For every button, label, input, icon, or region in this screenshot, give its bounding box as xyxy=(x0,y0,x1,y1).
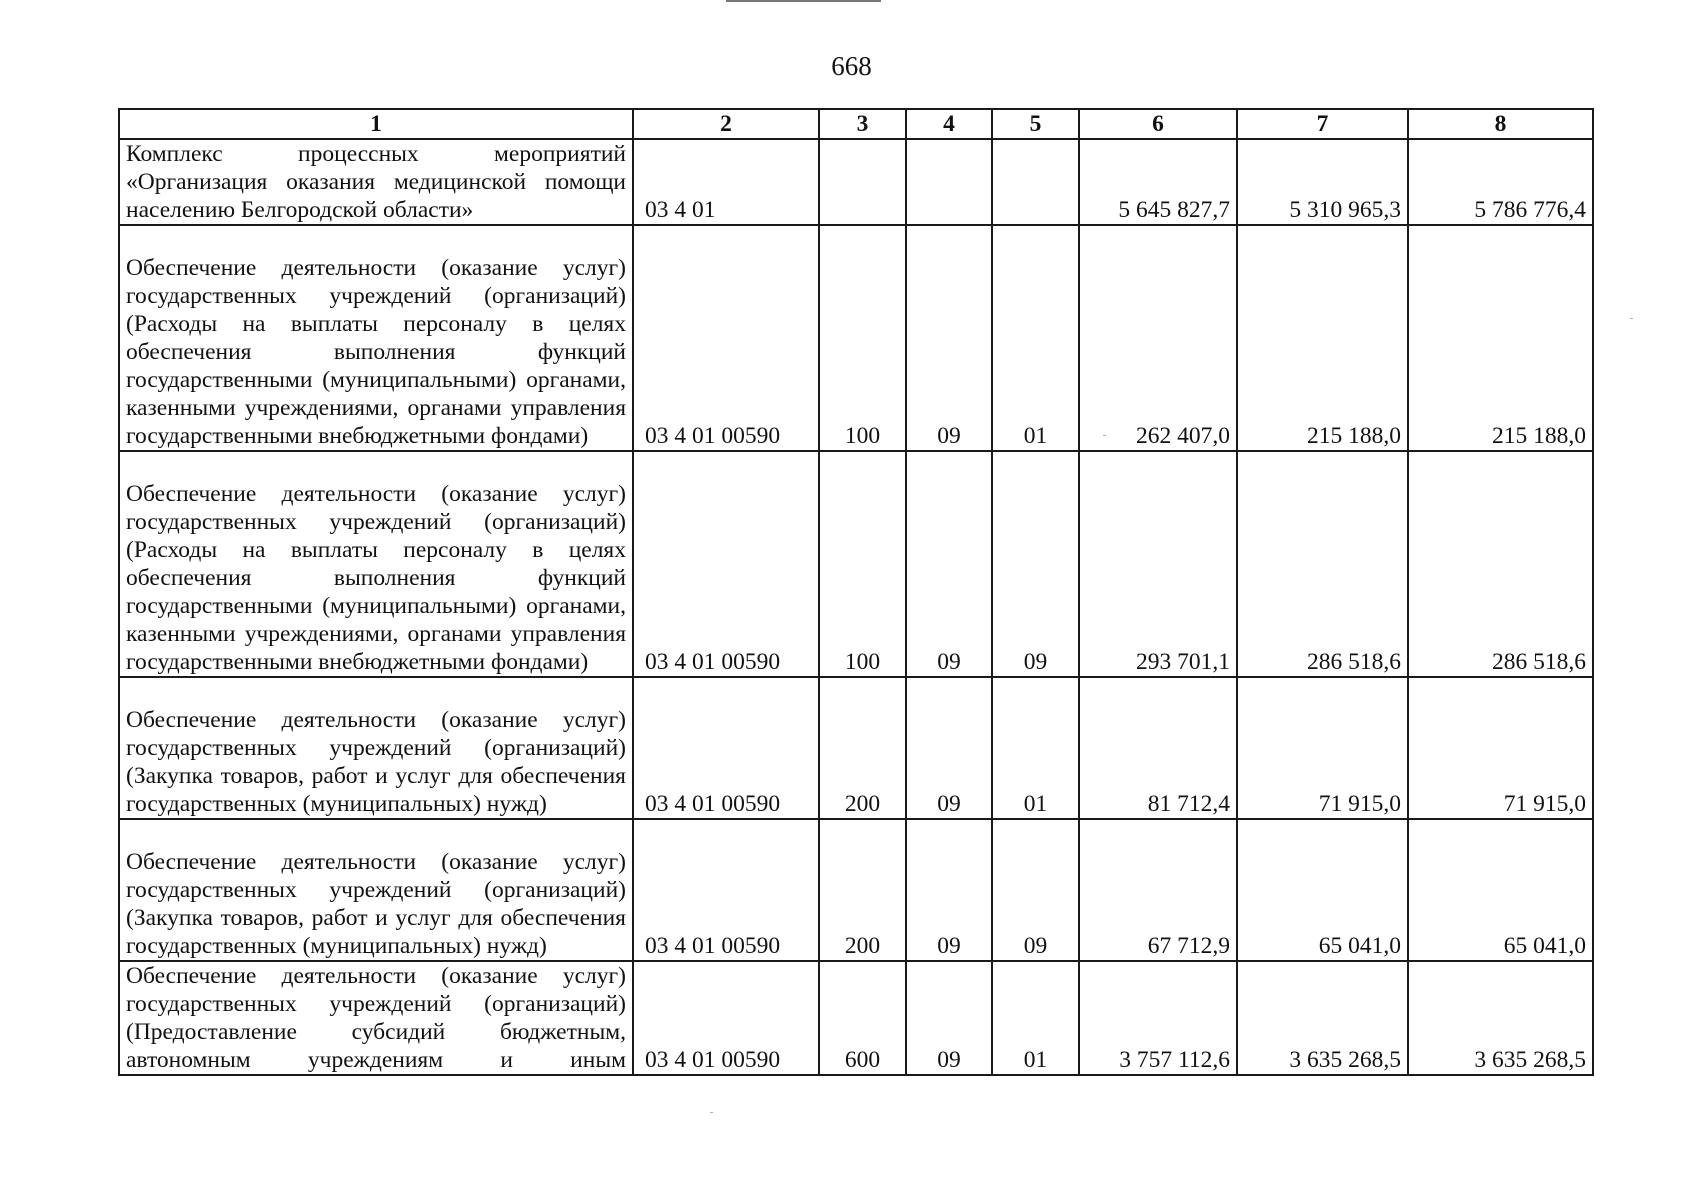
row-code: 03 4 01 00590 xyxy=(633,819,819,961)
page-number: 668 xyxy=(831,51,872,81)
row-code: 03 4 01 00590 xyxy=(633,961,819,1075)
table-row xyxy=(119,451,1593,677)
table-row xyxy=(119,677,1593,819)
row-col6: 81 712,4 xyxy=(1079,677,1237,819)
row-name: Обеспечение деятельности (оказание услуг) государственных учреждений (организаций) (Закупка товаров, работ и услуг для обеспечения государственных (муниципальных) нужд) xyxy=(119,677,633,819)
row-col6: 293 701,1 xyxy=(1079,451,1237,677)
row-col6: 67 712,9 xyxy=(1079,819,1237,961)
row-col3 xyxy=(819,139,906,225)
column-header-5: 5 xyxy=(992,109,1079,139)
row-col7: 286 518,6 xyxy=(1237,451,1408,677)
column-header-1: 1 xyxy=(119,109,633,139)
row-col6: 5 645 827,7 xyxy=(1079,139,1237,225)
row-code: 03 4 01 00590 xyxy=(633,225,819,451)
row-col6: 262 407,0 xyxy=(1079,225,1237,451)
row-col6: 3 757 112,6 xyxy=(1079,961,1237,1075)
row-col3: 100 xyxy=(819,225,906,451)
scan-speck xyxy=(1630,318,1633,319)
row-col4: 09 xyxy=(906,225,992,451)
top-rule xyxy=(726,0,881,2)
row-col3: 200 xyxy=(819,819,906,961)
row-name: Обеспечение деятельности (оказание услуг) государственных учреждений (организаций) (Расходы на выплаты персоналу в целях обеспечения выполнения функций государственными (муниципальными) органами, казенными учреждениями, органами управления государственными внебюджетными фондами) xyxy=(119,225,633,451)
row-col8: 215 188,0 xyxy=(1408,225,1593,451)
row-code: 03 4 01 00590 xyxy=(633,677,819,819)
scan-speck xyxy=(1103,435,1106,436)
table-row xyxy=(119,225,1593,451)
column-header-2: 2 xyxy=(633,109,819,139)
column-header-3: 3 xyxy=(819,109,906,139)
table-row xyxy=(119,819,1593,961)
row-col8: 65 041,0 xyxy=(1408,819,1593,961)
row-col8: 286 518,6 xyxy=(1408,451,1593,677)
column-header-4: 4 xyxy=(906,109,992,139)
row-col5: 01 xyxy=(992,677,1079,819)
row-col4 xyxy=(906,139,992,225)
column-header-7: 7 xyxy=(1237,109,1408,139)
row-col5: 01 xyxy=(992,225,1079,451)
header-row xyxy=(119,109,1593,139)
row-col5 xyxy=(992,139,1079,225)
row-col8: 3 635 268,5 xyxy=(1408,961,1593,1075)
row-col3: 600 xyxy=(819,961,906,1075)
row-col7: 65 041,0 xyxy=(1237,819,1408,961)
row-code: 03 4 01 00590 xyxy=(633,451,819,677)
row-name: Обеспечение деятельности (оказание услуг) государственных учреждений (организаций) (Предоставление субсидий бюджетным, автономным учреждениям и иным xyxy=(119,961,633,1075)
row-col4: 09 xyxy=(906,451,992,677)
column-header-8: 8 xyxy=(1408,109,1593,139)
row-name: Комплекс процессных мероприятий «Организация оказания медицинской помощи населению Белгородской области» xyxy=(119,139,633,225)
row-col7: 71 915,0 xyxy=(1237,677,1408,819)
row-col8: 71 915,0 xyxy=(1408,677,1593,819)
row-col7: 5 310 965,3 xyxy=(1237,139,1408,225)
table-row xyxy=(119,139,1593,225)
row-col7: 215 188,0 xyxy=(1237,225,1408,451)
table-row xyxy=(119,961,1593,1075)
column-header-6: 6 xyxy=(1079,109,1237,139)
row-col4: 09 xyxy=(906,677,992,819)
row-name: Обеспечение деятельности (оказание услуг) государственных учреждений (организаций) (Закупка товаров, работ и услуг для обеспечения государственных (муниципальных) нужд) xyxy=(119,819,633,961)
row-col4: 09 xyxy=(906,961,992,1075)
row-col8: 5 786 776,4 xyxy=(1408,139,1593,225)
row-col7: 3 635 268,5 xyxy=(1237,961,1408,1075)
row-col4: 09 xyxy=(906,819,992,961)
row-col5: 09 xyxy=(992,451,1079,677)
row-name: Обеспечение деятельности (оказание услуг) государственных учреждений (организаций) (Расходы на выплаты персоналу в целях обеспечения выполнения функций государственными (муниципальными) органами, казенными учреждениями, органами управления государственными внебюджетными фондами) xyxy=(119,451,633,677)
scan-speck xyxy=(710,1112,713,1113)
row-code: 03 4 01 xyxy=(633,139,819,225)
budget-table xyxy=(118,108,1594,1076)
row-col5: 09 xyxy=(992,819,1079,961)
row-col3: 200 xyxy=(819,677,906,819)
row-col5: 01 xyxy=(992,961,1079,1075)
row-col3: 100 xyxy=(819,451,906,677)
